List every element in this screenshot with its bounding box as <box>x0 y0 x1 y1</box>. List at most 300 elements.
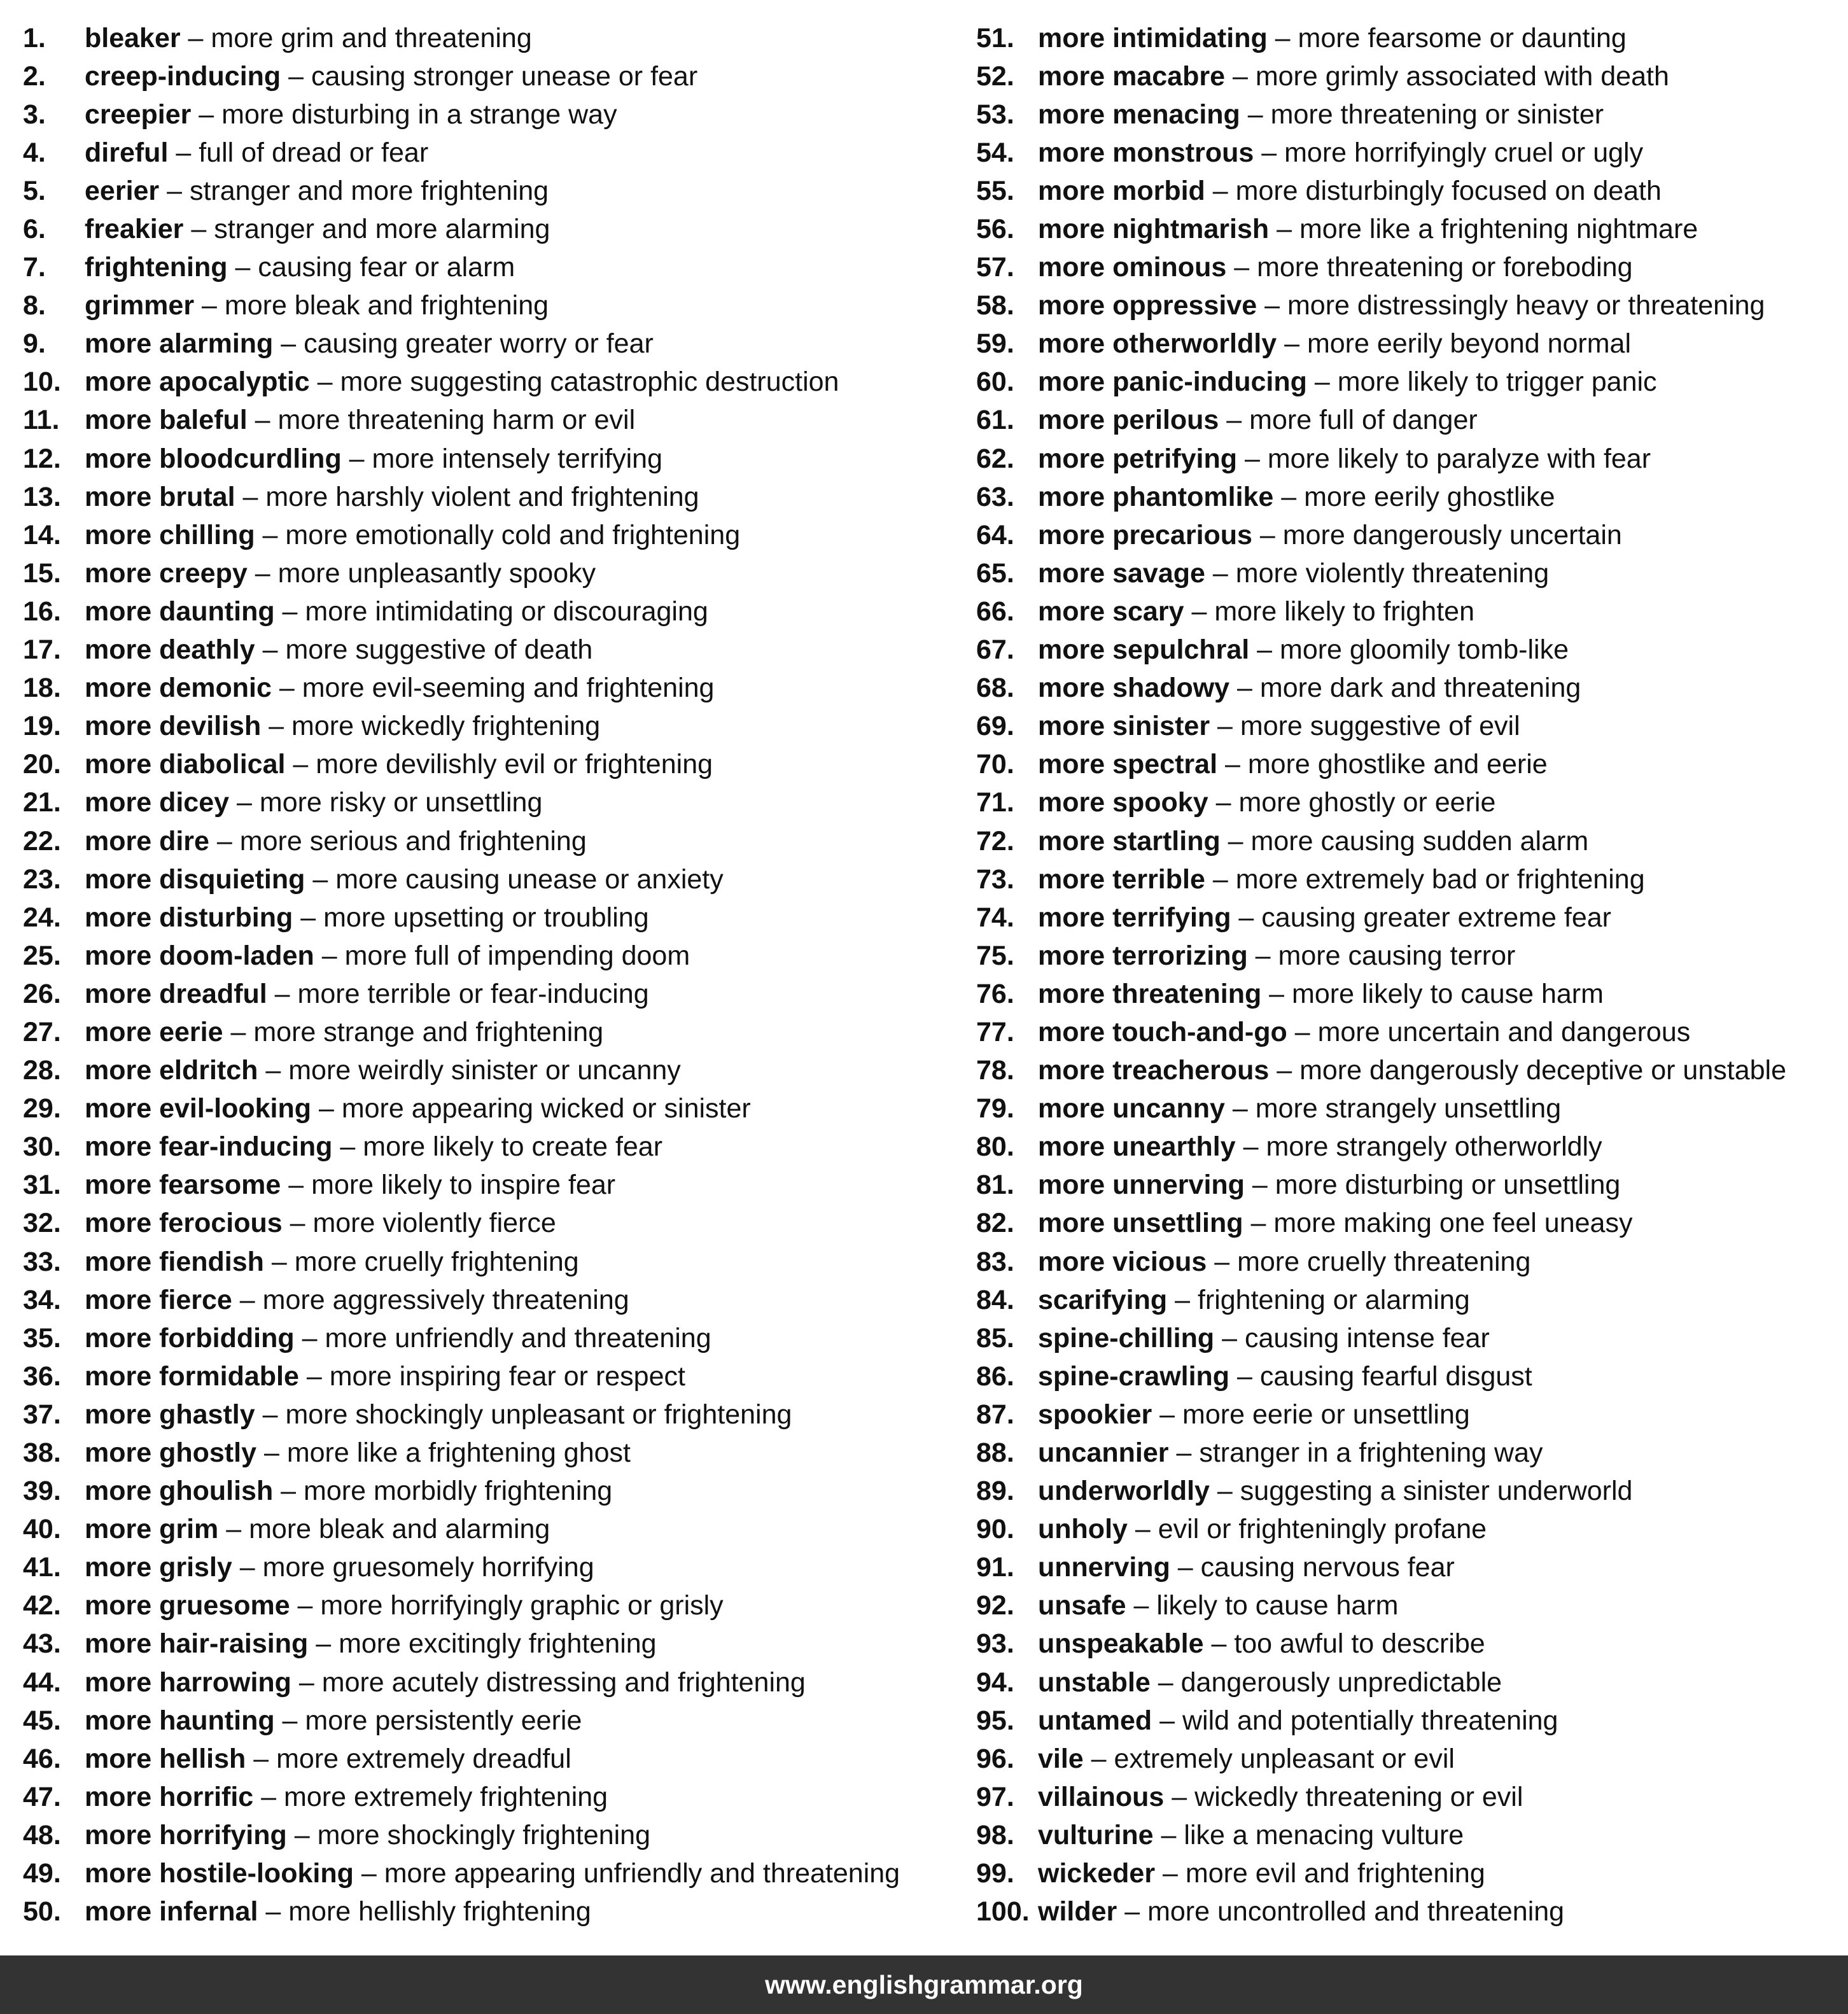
item-number: 27. <box>23 1016 61 1047</box>
item-term: more haunting <box>85 1705 275 1736</box>
item-number: 82. <box>976 1208 1014 1239</box>
item-term: more deathly <box>85 634 255 666</box>
item-definition: more distressingly heavy or threatening <box>1287 290 1765 321</box>
list-item <box>23 1740 900 1778</box>
item-term: more eldritch <box>85 1055 258 1086</box>
list-item <box>23 1013 900 1051</box>
item-term: spine-chilling <box>1038 1322 1215 1353</box>
item-term: more alarming <box>85 328 274 360</box>
list-item <box>23 57 900 95</box>
item-definition: more unpleasantly spooky <box>277 557 596 589</box>
item-term: more monstrous <box>1038 137 1254 168</box>
item-term: more morbid <box>1038 175 1205 206</box>
item-separator: – <box>1261 978 1292 1009</box>
list-item <box>976 210 1786 248</box>
item-separator: – <box>1083 1743 1114 1774</box>
item-term: underworldly <box>1038 1476 1210 1507</box>
item-definition: more persistently eerie <box>305 1705 582 1736</box>
item-number: 37. <box>23 1399 61 1430</box>
list-item <box>23 1663 900 1702</box>
item-number: 62. <box>976 443 1014 474</box>
item-term: more threatening <box>1038 978 1262 1009</box>
item-separator: – <box>247 557 278 589</box>
item-definition: more grim and threatening <box>211 22 532 53</box>
item-number: 33. <box>23 1246 61 1277</box>
item-term: wickeder <box>1038 1858 1156 1889</box>
item-term: more doom-laden <box>85 940 314 971</box>
item-separator: – <box>1237 443 1268 474</box>
item-term: more chilling <box>85 519 255 550</box>
item-definition: like a menacing vulture <box>1184 1819 1464 1850</box>
item-separator: – <box>1243 1208 1274 1239</box>
list-item <box>23 631 900 669</box>
list-item <box>976 287 1786 325</box>
list-item <box>976 1243 1786 1281</box>
item-separator: – <box>293 902 324 933</box>
item-separator: – <box>1240 99 1271 130</box>
item-term: more petrifying <box>1038 443 1237 474</box>
item-definition: causing stronger unease or fear <box>311 60 698 92</box>
list-item <box>976 1395 1786 1434</box>
item-number: 30. <box>23 1131 61 1163</box>
list-item <box>976 631 1786 669</box>
item-term: more diabolical <box>85 749 286 780</box>
item-number: 65. <box>976 557 1014 589</box>
item-number: 35. <box>23 1322 61 1353</box>
item-number: 61. <box>976 405 1014 436</box>
list-item <box>23 784 900 822</box>
item-term: more treacherous <box>1038 1055 1270 1086</box>
list-item <box>976 1893 1786 1931</box>
item-number: 73. <box>976 864 1014 895</box>
item-definition: more gruesomely horrifying <box>262 1552 594 1583</box>
item-definition: more ghostly or eerie <box>1238 787 1496 818</box>
item-separator: – <box>1205 175 1236 206</box>
item-definition: more risky or unsettling <box>259 787 543 818</box>
item-term: more creepy <box>85 557 248 589</box>
list-item <box>23 478 900 516</box>
item-separator: – <box>1229 673 1260 704</box>
item-number: 13. <box>23 481 61 512</box>
item-separator: – <box>1168 1437 1200 1469</box>
item-term: more dicey <box>85 787 230 818</box>
item-number: 2. <box>23 60 46 92</box>
list-item <box>23 325 900 363</box>
item-term: more formidable <box>85 1360 299 1392</box>
item-term: more hostile-looking <box>85 1858 354 1889</box>
item-term: more touch-and-go <box>1038 1016 1287 1047</box>
item-number: 49. <box>23 1858 61 1889</box>
item-separator: – <box>1257 290 1287 321</box>
item-separator: – <box>1225 60 1256 92</box>
list-item <box>23 402 900 440</box>
item-term: more disquieting <box>85 864 305 895</box>
list-item <box>976 478 1786 516</box>
item-term: more apocalyptic <box>85 367 310 398</box>
item-separator: – <box>1205 557 1236 589</box>
item-number: 76. <box>976 978 1014 1009</box>
item-definition: more emotionally cold and frightening <box>285 519 741 550</box>
item-definition: more violently fierce <box>312 1208 556 1239</box>
item-number: 70. <box>976 749 1014 780</box>
item-number: 57. <box>976 252 1014 283</box>
item-separator: – <box>1287 1016 1318 1047</box>
item-number: 66. <box>976 596 1014 627</box>
item-number: 55. <box>976 175 1014 206</box>
item-separator: – <box>1267 22 1298 53</box>
item-number: 46. <box>23 1743 61 1774</box>
item-separator: – <box>168 137 199 168</box>
item-term: more fear-inducing <box>85 1131 333 1163</box>
item-separator: – <box>229 787 260 818</box>
list-item <box>976 1587 1786 1625</box>
item-term: more demonic <box>85 673 272 704</box>
item-separator: – <box>1306 367 1338 398</box>
item-separator: – <box>261 711 292 742</box>
item-term: more unsettling <box>1038 1208 1243 1239</box>
item-number: 34. <box>23 1284 61 1315</box>
site-footer-bar <box>0 1955 1848 2014</box>
item-term: more bloodcurdling <box>85 443 342 474</box>
item-separator: – <box>227 252 258 283</box>
item-number: 41. <box>23 1552 61 1583</box>
item-term: more brutal <box>85 481 235 512</box>
item-number: 25. <box>23 940 61 971</box>
item-number: 10. <box>23 367 61 398</box>
item-term: bleaker <box>85 22 181 53</box>
item-term: more fierce <box>85 1284 232 1315</box>
list-item <box>976 134 1786 172</box>
item-number: 3. <box>23 99 46 130</box>
item-definition: more dangerously uncertain <box>1282 519 1622 550</box>
item-separator: – <box>183 214 214 245</box>
item-separator: – <box>1224 1093 1256 1124</box>
item-number: 36. <box>23 1360 61 1392</box>
item-separator: – <box>209 825 240 857</box>
item-term: more horrific <box>85 1781 254 1812</box>
item-number: 20. <box>23 749 61 780</box>
item-term: more hellish <box>85 1743 246 1774</box>
item-term: scarifying <box>1038 1284 1168 1315</box>
item-definition: wild and potentially threatening <box>1182 1705 1558 1736</box>
item-separator: – <box>255 634 286 666</box>
list-item <box>976 937 1786 975</box>
item-definition: more intensely terrifying <box>372 443 662 474</box>
item-definition: more acutely distressing and frightening <box>321 1667 806 1698</box>
item-number: 17. <box>23 634 61 666</box>
item-number: 68. <box>976 673 1014 704</box>
item-separator: – <box>1269 214 1299 245</box>
item-number: 9. <box>23 328 46 360</box>
item-definition: more devilishly evil or frightening <box>316 749 713 780</box>
item-number: 1. <box>23 22 46 53</box>
item-definition: more gloomily tomb-like <box>1280 634 1569 666</box>
item-number: 63. <box>976 481 1014 512</box>
list-item <box>976 784 1786 822</box>
item-number: 91. <box>976 1552 1014 1583</box>
item-definition: causing greater worry or fear <box>304 328 654 360</box>
item-definition: wickedly threatening or evil <box>1194 1781 1523 1812</box>
item-term: more vicious <box>1038 1246 1207 1277</box>
item-term: more menacing <box>1038 99 1240 130</box>
item-term: wilder <box>1038 1896 1117 1927</box>
item-number: 47. <box>23 1781 61 1812</box>
item-term: villainous <box>1038 1781 1165 1812</box>
list-item <box>23 249 900 287</box>
list-item <box>976 1166 1786 1205</box>
item-definition: more uncertain and dangerous <box>1317 1016 1691 1047</box>
item-term: frightening <box>85 252 228 283</box>
item-term: more fearsome <box>85 1170 281 1201</box>
item-definition: more strangely otherworldly <box>1266 1131 1602 1163</box>
item-definition: more grimly associated with death <box>1255 60 1669 92</box>
item-term: more sinister <box>1038 711 1210 742</box>
item-separator: – <box>308 1628 339 1660</box>
item-number: 83. <box>976 1246 1014 1277</box>
list-item <box>976 746 1786 784</box>
list-item <box>23 1434 900 1472</box>
item-term: more ghastly <box>85 1399 255 1430</box>
item-separator: – <box>281 60 312 92</box>
item-separator: – <box>274 1705 305 1736</box>
item-term: more evil-looking <box>85 1093 312 1124</box>
item-definition: more causing terror <box>1278 940 1516 971</box>
item-number: 5. <box>23 175 46 206</box>
item-definition: suggesting a sinister underworld <box>1240 1476 1633 1507</box>
list-item <box>23 1702 900 1740</box>
item-term: more eerie <box>85 1016 223 1047</box>
item-number: 44. <box>23 1667 61 1698</box>
item-number: 56. <box>976 214 1014 245</box>
item-separator: – <box>218 1514 249 1545</box>
item-term: more terrifying <box>1038 902 1231 933</box>
list-item <box>976 708 1786 746</box>
item-separator: – <box>286 1819 318 1850</box>
item-separator: – <box>1170 1552 1201 1583</box>
item-term: more sepulchral <box>1038 634 1250 666</box>
item-definition: more strange and frightening <box>253 1016 604 1047</box>
item-number: 93. <box>976 1628 1014 1660</box>
item-definition: too awful to describe <box>1234 1628 1485 1660</box>
item-separator: – <box>1117 1896 1148 1927</box>
item-definition: more likely to paralyze with fear <box>1267 443 1651 474</box>
item-term: creep-inducing <box>85 60 281 92</box>
item-separator: – <box>223 1016 254 1047</box>
item-number: 22. <box>23 825 61 857</box>
item-term: more terrorizing <box>1038 940 1248 971</box>
list-item <box>976 1702 1786 1740</box>
item-number: 43. <box>23 1628 61 1660</box>
item-separator: – <box>258 1896 289 1927</box>
item-definition: evil or frighteningly profane <box>1158 1514 1487 1545</box>
item-term: more ferocious <box>85 1208 283 1239</box>
item-separator: – <box>256 1437 287 1469</box>
item-definition: stranger and more frightening <box>189 175 549 206</box>
item-definition: more horrifyingly cruel or ugly <box>1284 137 1644 168</box>
list-item <box>23 287 900 325</box>
item-separator: – <box>291 1667 322 1698</box>
item-separator: – <box>1226 252 1257 283</box>
item-separator: – <box>263 1246 295 1277</box>
item-definition: more intimidating or discouraging <box>305 596 708 627</box>
item-term: more uncanny <box>1038 1093 1225 1124</box>
item-definition: more like a frightening ghost <box>286 1437 631 1469</box>
item-number: 18. <box>23 673 61 704</box>
item-definition: more extremely bad or frightening <box>1235 864 1645 895</box>
item-separator: – <box>1231 902 1262 933</box>
item-term: unholy <box>1038 1514 1128 1545</box>
item-number: 45. <box>23 1705 61 1736</box>
list-item <box>23 1128 900 1166</box>
item-definition: causing fearful disgust <box>1259 1360 1532 1392</box>
list-item <box>23 1625 900 1663</box>
list-item <box>976 1205 1786 1243</box>
list-item <box>976 1434 1786 1472</box>
item-definition: more serious and frightening <box>239 825 587 857</box>
item-term: freakier <box>85 214 184 245</box>
item-number: 8. <box>23 290 46 321</box>
item-term: unsafe <box>1038 1590 1126 1621</box>
list-item <box>23 746 900 784</box>
item-separator: – <box>1273 481 1305 512</box>
item-number: 38. <box>23 1437 61 1469</box>
item-definition: more disturbing in a strange way <box>221 99 617 130</box>
item-definition: more likely to trigger panic <box>1337 367 1657 398</box>
item-definition: dangerously unpredictable <box>1180 1667 1502 1698</box>
list-item <box>23 210 900 248</box>
item-separator: – <box>246 1743 277 1774</box>
item-definition: more full of impending doom <box>344 940 690 971</box>
item-separator: – <box>353 1858 384 1889</box>
item-term: more otherworldly <box>1038 328 1277 360</box>
item-term: more infernal <box>85 1896 258 1927</box>
item-separator: – <box>258 1055 289 1086</box>
item-number: 21. <box>23 787 61 818</box>
item-definition: more extremely frightening <box>284 1781 608 1812</box>
item-definition: more likely to frighten <box>1214 596 1474 627</box>
item-number: 86. <box>976 1360 1014 1392</box>
item-number: 72. <box>976 825 1014 857</box>
item-term: vulturine <box>1038 1819 1154 1850</box>
item-definition: more bleak and alarming <box>249 1514 550 1545</box>
item-separator: – <box>1220 825 1251 857</box>
item-definition: causing intense fear <box>1244 1322 1490 1353</box>
item-separator: – <box>255 519 286 550</box>
item-definition: more appearing wicked or sinister <box>341 1093 751 1124</box>
list-item <box>23 1243 900 1281</box>
item-separator: – <box>1269 1055 1300 1086</box>
item-number: 52. <box>976 60 1014 92</box>
item-separator: – <box>159 175 190 206</box>
item-number: 64. <box>976 519 1014 550</box>
list-item <box>23 592 900 631</box>
item-term: more ghostly <box>85 1437 256 1469</box>
item-number: 74. <box>976 902 1014 933</box>
item-number: 11. <box>23 405 60 436</box>
list-item <box>23 554 900 592</box>
item-term: grimmer <box>85 290 195 321</box>
item-separator: – <box>298 1360 330 1392</box>
item-definition: more eerie or unsettling <box>1182 1399 1470 1430</box>
item-term: spine-crawling <box>1038 1360 1230 1392</box>
item-definition: more making one feel uneasy <box>1273 1208 1633 1239</box>
item-term: spookier <box>1038 1399 1152 1430</box>
item-definition: more fearsome or daunting <box>1298 22 1627 53</box>
item-definition: causing fear or alarm <box>258 252 515 283</box>
item-separator: – <box>1252 519 1283 550</box>
item-definition: more bleak and frightening <box>224 290 549 321</box>
list-item <box>23 1778 900 1816</box>
item-separator: – <box>1217 749 1248 780</box>
item-term: more unnerving <box>1038 1170 1245 1201</box>
list-item <box>23 860 900 899</box>
list-item <box>23 95 900 134</box>
item-separator: – <box>194 290 225 321</box>
list-item <box>23 1893 900 1931</box>
item-number: 94. <box>976 1667 1014 1698</box>
item-number: 99. <box>976 1858 1014 1889</box>
word-list-column-left <box>23 19 900 1931</box>
item-separator: – <box>1210 711 1240 742</box>
list-item <box>976 1319 1786 1357</box>
item-term: more forbidding <box>85 1322 295 1353</box>
item-number: 40. <box>23 1514 61 1545</box>
item-number: 77. <box>976 1016 1014 1047</box>
item-number: 54. <box>976 137 1014 168</box>
list-item <box>23 1472 900 1511</box>
item-number: 19. <box>23 711 61 742</box>
item-definition: more suggesting catastrophic destruction <box>340 367 839 398</box>
item-definition: more appearing unfriendly and threatening <box>384 1858 900 1889</box>
list-item <box>976 440 1786 478</box>
item-separator: – <box>180 22 211 53</box>
list-item <box>23 899 900 937</box>
item-separator: – <box>1219 405 1250 436</box>
item-term: more startling <box>1038 825 1221 857</box>
list-item <box>976 249 1786 287</box>
item-definition: likely to cause harm <box>1156 1590 1399 1621</box>
item-separator: – <box>305 864 336 895</box>
list-item <box>23 1511 900 1549</box>
list-item <box>23 1166 900 1205</box>
item-number: 53. <box>976 99 1014 130</box>
item-number: 28. <box>23 1055 61 1086</box>
list-item <box>23 172 900 210</box>
list-item <box>23 708 900 746</box>
item-number: 85. <box>976 1322 1014 1353</box>
list-item <box>976 19 1786 57</box>
item-separator: – <box>285 749 316 780</box>
item-separator: – <box>1235 1131 1266 1163</box>
item-term: vile <box>1038 1743 1084 1774</box>
item-definition: more violently threatening <box>1235 557 1550 589</box>
item-separator: – <box>1153 1819 1184 1850</box>
item-definition: stranger and more alarming <box>214 214 550 245</box>
list-item <box>976 516 1786 554</box>
item-number: 84. <box>976 1284 1014 1315</box>
item-term: more harrowing <box>85 1667 291 1698</box>
item-definition: more weirdly sinister or uncanny <box>288 1055 681 1086</box>
item-separator: – <box>191 99 222 130</box>
list-item <box>976 1357 1786 1395</box>
list-item <box>23 1319 900 1357</box>
item-number: 79. <box>976 1093 1014 1124</box>
item-term: uncannier <box>1038 1437 1169 1469</box>
item-term: eerier <box>85 175 160 206</box>
item-number: 16. <box>23 596 61 627</box>
item-separator: – <box>232 1552 263 1583</box>
item-separator: – <box>1229 1360 1260 1392</box>
